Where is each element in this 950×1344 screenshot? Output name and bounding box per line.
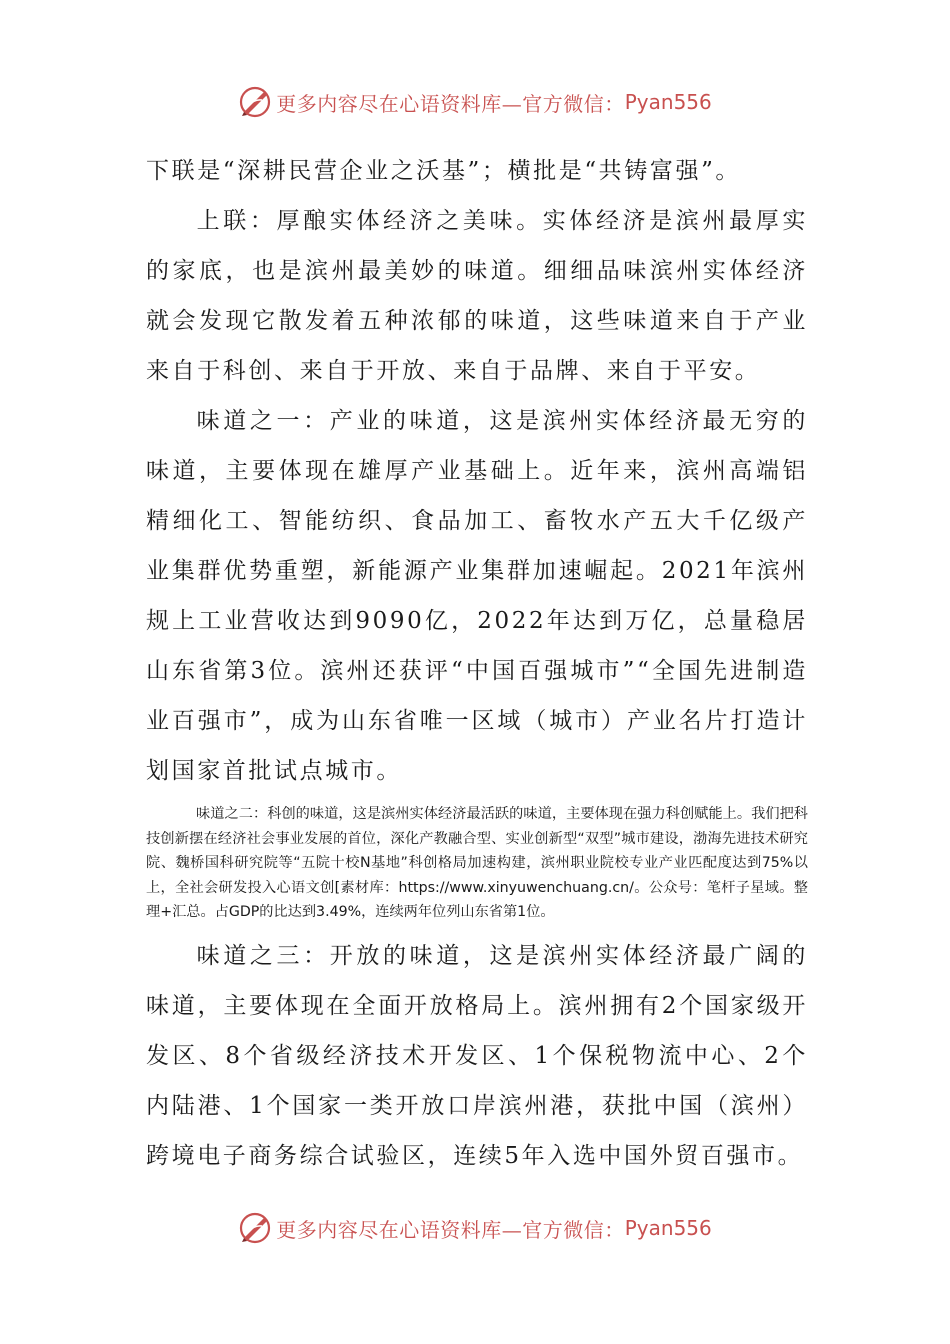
banner-wechat-id: Pyan556: [624, 1216, 712, 1240]
banner-text: 更多内容尽在心语资料库—官方微信：: [276, 91, 625, 116]
paragraph-4: [146, 796, 808, 931]
document-body: [146, 146, 808, 1181]
banner-wechat-id: Pyan556: [624, 90, 712, 114]
paragraph-2: 上联：厚酿实体经济之美味。实体经济是滨州最厚实的家底，也是滨州最美妙的味道。细细品味滨州实体经济就会发现它散发着五种浓郁的味道，这些味道来自于产业来自于科创、来自于开放、来自于品牌、来自于平安。: [146, 208, 808, 384]
pen-logo-icon: [238, 1211, 272, 1245]
banner-text: 更多内容尽在心语资料库—官方微信：: [276, 1217, 625, 1242]
pen-logo-icon: [238, 85, 272, 119]
paragraph-3: 味道之一：产业的味道，这是滨州实体经济最无穷的味道，主要体现在雄厚产业基础上。近年来，滨州高端铝精细化工、智能纺织、食品加工、畜牧水产五大千亿级产业集群优势重塑，新能源产业集群加速崛起。2021年滨州规上工业营收达到9090亿，2022年达到万亿，总量稳居山东省第3位。滨州还获评“中国百强城市”“全国先进制造业百强市”，成为山东省唯一区域（城市）产业名片打造计划国家首批试点城市。: [146, 408, 808, 784]
paragraph-4-text: 味道之二：科创的味道，这是滨州实体经济最活跃的味道，主要体现在强力科创赋能上。我们把科技创新摆在经济社会事业发展的首位，深化产教融合型、实业创新型“双型”城市建设，渤海先进技术研究院、魏桥国科研究院等“五院十校N基地”科创格局加速构建，滨州职业院校专业产业匹配度达到75%以上，全社会研发投入心语文创[素材库：https://www.xinyuwenchuang.cn/。公众号：笔杆子星域。整理+汇总。占GDP的比达到3.49%，连续两年位列山东省第1位。: [146, 806, 808, 921]
header-banner: [0, 82, 950, 122]
footer-banner: [0, 1208, 950, 1248]
paragraph-5: 味道之三：开放的味道，这是滨州实体经济最广阔的味道，主要体现在全面开放格局上。滨州拥有2个国家级开发区、8个省级经济技术开发区、1个保税物流中心、2个内陆港、1个国家一类开放口岸滨州港，获批中国（滨州）跨境电子商务综合试验区，连续5年入选中国外贸百强市。: [146, 942, 808, 1169]
paragraph-1: 下联是“深耕民营企业之沃基”；横批是“共铸富强”。: [146, 158, 742, 184]
